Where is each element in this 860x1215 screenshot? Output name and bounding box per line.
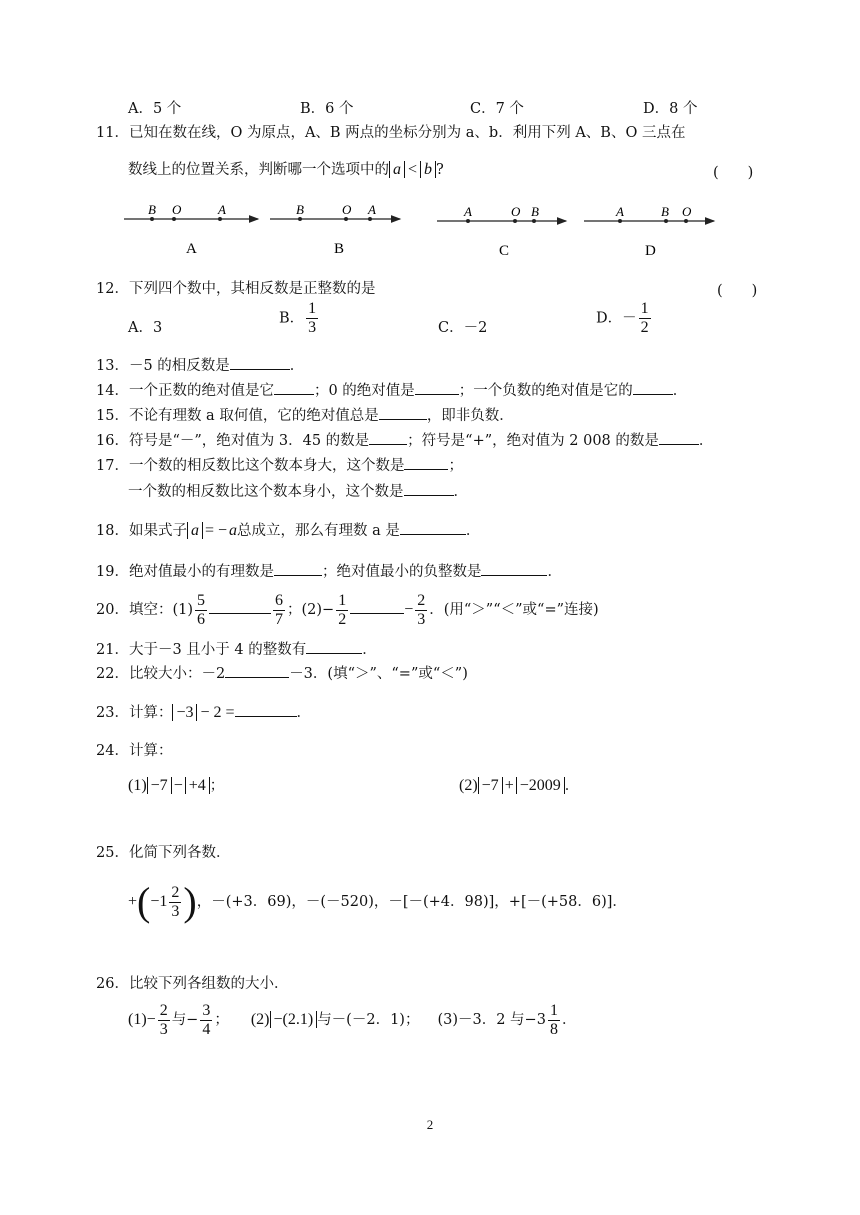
figure-c xyxy=(437,204,566,259)
figure-label: A xyxy=(186,241,197,257)
answer-blank[interactable] xyxy=(404,455,448,470)
answer-blank[interactable] xyxy=(306,639,362,654)
svg-text:O: O xyxy=(682,204,692,219)
answer-blank[interactable] xyxy=(415,380,459,395)
option-a: A．5 个 xyxy=(128,101,182,117)
option-b: B．6 个 xyxy=(300,101,354,117)
svg-text:C: C xyxy=(499,243,510,259)
answer-blank[interactable] xyxy=(274,380,314,395)
answer-paren-12: ( ) xyxy=(717,283,758,299)
svg-text:B: B xyxy=(531,204,539,219)
option-c: C．7 个 xyxy=(470,101,524,117)
question-14: 14．一个正数的绝对值是它 ；0 的绝对值是 ；一个负数的绝对值是它的 ． xyxy=(96,380,687,401)
question-15: 15．不论有理数 a 取何值，它的绝对值总是 ，即非负数． xyxy=(96,405,514,426)
question-11-line2 xyxy=(128,160,444,180)
answer-blank[interactable] xyxy=(235,702,297,717)
answer-blank[interactable] xyxy=(225,663,289,678)
question-25-title: 25．化简下列各数． xyxy=(96,845,231,861)
question-22: 22．比较大小：－2 －3．(填“＞”、“=”或“＜”) xyxy=(96,663,468,684)
answer-blank[interactable] xyxy=(659,430,699,445)
question-mark: ? xyxy=(436,162,444,178)
option-b: B． $\frac{1}{3}$ xyxy=(279,300,317,336)
option-c: C．－2 xyxy=(438,320,488,336)
answer-blank[interactable] xyxy=(481,561,547,576)
answer-blank[interactable] xyxy=(379,405,427,420)
option-d: D．－ $\frac{1}{2}$ xyxy=(596,300,649,336)
question-25-expr: +(−1 $\frac{2}{3}$ )，－(+3．69)，－(－520)，－[－(+4．98)]，+[－(+58．6)]． xyxy=(128,879,627,924)
svg-text:B: B xyxy=(334,241,345,257)
question-21: 21．大于－3 且小于 4 的整数有 ． xyxy=(96,639,377,660)
svg-text:A: A xyxy=(368,202,376,217)
point-label: A xyxy=(218,202,226,217)
question-16: 16．符号是“－”，绝对值为 3．45 的数是 ；符号是“+”，绝对值为 2 008 的数是 ． xyxy=(96,430,713,451)
answer-blank[interactable] xyxy=(209,599,271,614)
option-a: A．3 xyxy=(128,320,163,336)
question-11-text: 数线上的位置关系，判断哪一个选项中的 xyxy=(128,162,389,178)
number-line-figures xyxy=(0,195,860,265)
svg-text:B: B xyxy=(661,204,669,219)
question-12: 12．下列四个数中，其相反数是正整数的是 xyxy=(96,281,376,297)
question-13: 13．－5 的相反数是 ． xyxy=(96,355,304,376)
figure-b xyxy=(270,202,400,257)
question-24-title: 24．计算： xyxy=(96,743,173,759)
figure-a xyxy=(124,202,258,257)
figure-d xyxy=(584,204,714,259)
question-24-part1: (1) −7 − +4 ； xyxy=(128,777,225,794)
svg-text:O: O xyxy=(511,204,521,219)
answer-blank[interactable] xyxy=(230,355,290,370)
question-24-part2: (2) −7 + −2009 ． xyxy=(459,777,580,794)
less-than: < xyxy=(408,161,418,178)
svg-text:A: A xyxy=(616,204,624,219)
answer-blank[interactable] xyxy=(369,430,407,445)
question-20: 20．填空：(1) $\frac{5}{6}$ $\frac{6}{7}$ ；(2)− $\frac{1}{2}$ − $\frac{2}{3}$ ．(用“＞”“＜”或“=”连接) xyxy=(96,591,599,628)
point-label: O xyxy=(172,202,182,217)
question-19: 19．绝对值最小的有理数是 ；绝对值最小的负整数是 ． xyxy=(96,561,562,582)
abs-b: b xyxy=(420,161,436,178)
svg-text:A: A xyxy=(464,204,472,219)
answer-blank[interactable] xyxy=(350,599,404,614)
answer-blank[interactable] xyxy=(274,561,322,576)
answer-paren-11: ( ) xyxy=(713,165,754,181)
answer-blank[interactable] xyxy=(633,380,673,395)
question-17-line2: 一个数的相反数比这个数本身小，这个数是 ． xyxy=(128,481,468,502)
option-d: D．8 个 xyxy=(643,101,698,117)
point-label: B xyxy=(148,202,156,217)
svg-text:O: O xyxy=(342,202,352,217)
question-23: 23．计算： −3 − 2 = ． xyxy=(96,704,312,721)
svg-text:B: B xyxy=(296,202,304,217)
question-18: 18．如果式子 a = − a总成立，那么有理数 a 是 ． xyxy=(96,522,481,539)
svg-text:D: D xyxy=(645,243,656,259)
page-number: 2 xyxy=(426,1117,434,1132)
question-26-title: 26．比较下列各组数的大小． xyxy=(96,976,289,992)
answer-blank[interactable] xyxy=(404,481,454,496)
question-26-parts: (1)− $\frac{2}{3}$ 与− $\frac{3}{4}$ ； (2) −(2.1) 与－(－2．1)； (3)－3．2 与−3 $\frac{1}{8}$ ． xyxy=(128,1001,577,1038)
question-17-line1: 17．一个数的相反数比这个数本身大，这个数是 ； xyxy=(96,455,463,476)
answer-blank[interactable] xyxy=(400,520,466,535)
abs-a: a xyxy=(389,161,405,178)
question-11-line1: 11．已知在数在线，O 为原点，A、B 两点的坐标分别为 a、b．利用下列 A、B、O 三点在 xyxy=(96,125,686,141)
